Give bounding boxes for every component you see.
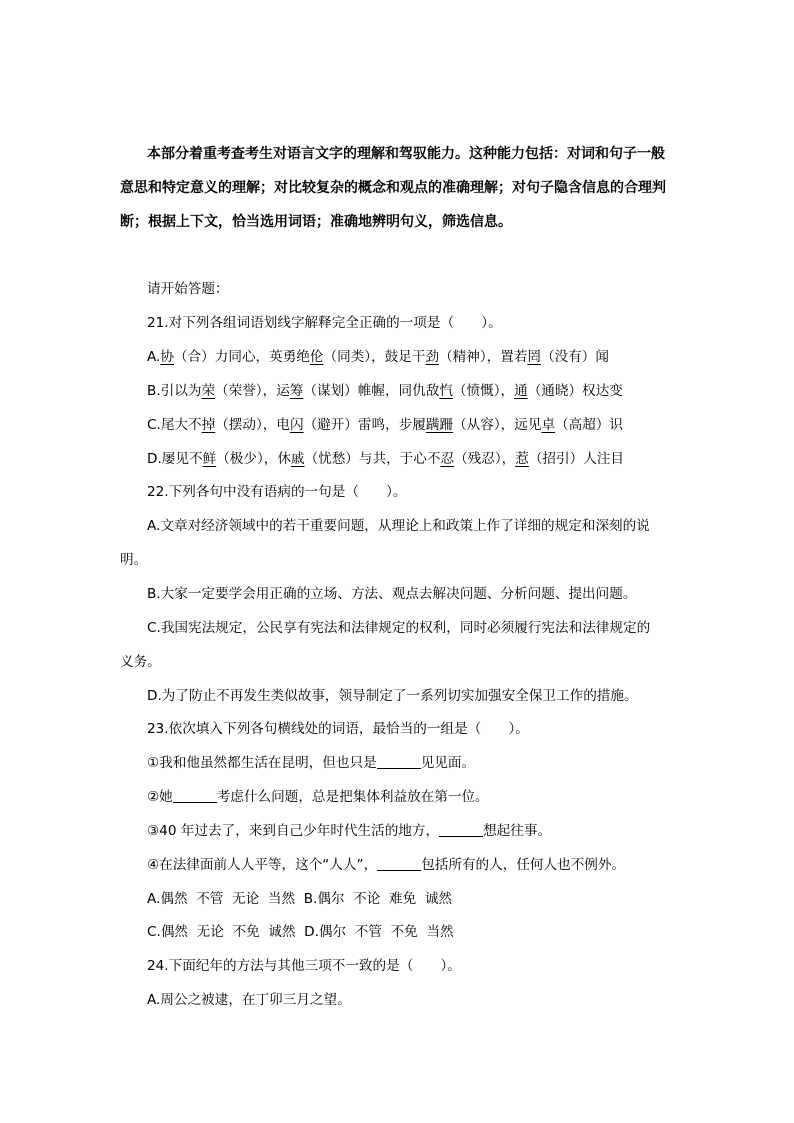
- fill-blank: [173, 788, 217, 803]
- underlined-word: 通: [514, 382, 528, 399]
- question-23-choices-cd: C.偶然 无论 不免 诚然 D.偶尔 不管 不免 当然: [147, 924, 454, 941]
- question-22-option-b: B.大家一定要学会用正确的立场、方法、观点去解决问题、分析问题、提出问题。: [147, 585, 637, 602]
- question-23-sentence-4: [120, 849, 668, 883]
- question-23-choices-ab: A.偶然 不管 无论 当然 B.偶尔 不论 难免 诚然: [147, 890, 453, 907]
- text: 考虑什么问题，总是把集体利益放在第一位。: [216, 789, 489, 806]
- text: （高超）识: [555, 416, 624, 433]
- intro-line: 断；根据上下文，恰当选用词语；准确地辨明句义，筛选信息。: [120, 213, 512, 230]
- text: （合）力同心，英勇绝: [173, 349, 310, 366]
- question-22-option-c-cont: 义务。: [120, 653, 161, 670]
- intro-line: 意思和特定意义的理解；对比较复杂的概念和观点的准确理解；对句子隐含信息的合理判: [120, 179, 666, 196]
- question-23-sentence-3: [120, 815, 668, 849]
- question-23-stem: 23.依次填入下列各句横线处的词语，最恰当的一组是（ ）。: [147, 721, 529, 738]
- underlined-word: 闪: [289, 416, 304, 433]
- question-21-stem: 21.对下列各组词语划线字解释完全正确的一项是（ ）。: [147, 315, 502, 332]
- underlined-word: 协: [160, 349, 174, 366]
- text: （谋划）帷幄，同仇敌: [303, 382, 440, 399]
- question-22-option-c: C.我国宪法规定，公民享有宪法和法律规定的权利，同时必须履行宪法和法律规定的: [147, 619, 651, 636]
- text: C.尾大不: [147, 416, 202, 433]
- underlined-word: 罔: [527, 349, 542, 366]
- underlined-word: 卓: [541, 416, 556, 433]
- question-24-option-a: A.周公之被逮，在丁卯三月之望。: [147, 992, 351, 1009]
- question-23-sentence-1: [120, 747, 668, 781]
- text: （避开）雷鸣，步履: [303, 416, 426, 433]
- text: （通晓）权达变: [527, 382, 623, 399]
- text: ②她: [147, 789, 173, 806]
- text: （极少），休: [216, 450, 291, 467]
- text: A.: [147, 349, 161, 366]
- text: （同类），鼓足干: [323, 349, 426, 366]
- text: （精神），置若: [439, 349, 528, 366]
- document-body: [120, 138, 668, 1018]
- start-prompt: 请开始答题：: [147, 281, 229, 298]
- text: 想起往事。: [483, 822, 552, 839]
- text: （忧愁）与共，于心不: [304, 450, 441, 467]
- underlined-word: 荣: [201, 382, 216, 399]
- question-22-option-d: D.为了防止不再发生类似故事，领导制定了一系列切实加强安全保卫工作的措施。: [147, 687, 638, 704]
- fill-blank: [439, 822, 483, 837]
- text: D.屡见不: [147, 450, 203, 467]
- text: （摆动），电: [215, 416, 290, 433]
- fill-blank: [377, 754, 421, 769]
- underlined-word: 筹: [289, 382, 304, 399]
- text: 见见面。: [420, 755, 476, 772]
- question-22-stem: 22.下列各句中没有语病的一句是（ ）。: [147, 484, 407, 501]
- text: （没有）闻: [541, 349, 609, 366]
- question-21-option-d: [120, 443, 668, 477]
- question-24-stem: 24.下面纪年的方法与其他三项不一致的是（ ）。: [147, 958, 461, 975]
- underlined-word: 伦: [309, 349, 324, 366]
- question-22-option-a-cont: 明。: [120, 552, 148, 569]
- underlined-word: 戚: [290, 450, 305, 467]
- text: ④在法律面前人人平等，这个“人人”，: [147, 856, 378, 873]
- underlined-word: 忾: [439, 382, 453, 399]
- question-21-option-b: [120, 375, 668, 409]
- text: （从容），远见: [453, 416, 542, 433]
- underlined-word: 惹: [515, 450, 529, 467]
- underlined-word: 忍: [440, 450, 455, 467]
- underlined-word: 掉: [201, 416, 216, 433]
- question-22-option-a: A.文章对经济领域中的若干重要问题，从理论上和政策上作了详细的规定和深刻的说: [147, 518, 650, 535]
- text: ①我和他虽然都生活在昆明，但也只是: [147, 755, 377, 772]
- question-23-sentence-2: [120, 781, 668, 815]
- question-21-option-c: [120, 409, 668, 443]
- underlined-word: 鲜: [202, 450, 217, 467]
- text: （荣誉），运: [215, 382, 290, 399]
- text: 包括所有的人，任何人也不例外。: [421, 856, 626, 873]
- text: （残忍），: [454, 450, 516, 467]
- text: （招引）人注目: [528, 450, 624, 467]
- spacer: [120, 240, 668, 274]
- underlined-word: 蹒跚: [425, 416, 454, 433]
- text: B.引以为: [147, 382, 202, 399]
- intro-line: 本部分着重考查考生对语言文字的理解和驾驭能力。这种能力包括：对词和句子一般: [147, 146, 665, 162]
- question-21-option-a: [120, 341, 668, 375]
- text: （愤慨），: [452, 382, 515, 399]
- text: ③40 年过去了，来到自己少年时代生活的地方，: [147, 822, 440, 839]
- fill-blank: [377, 856, 421, 871]
- underlined-word: 劲: [425, 349, 440, 366]
